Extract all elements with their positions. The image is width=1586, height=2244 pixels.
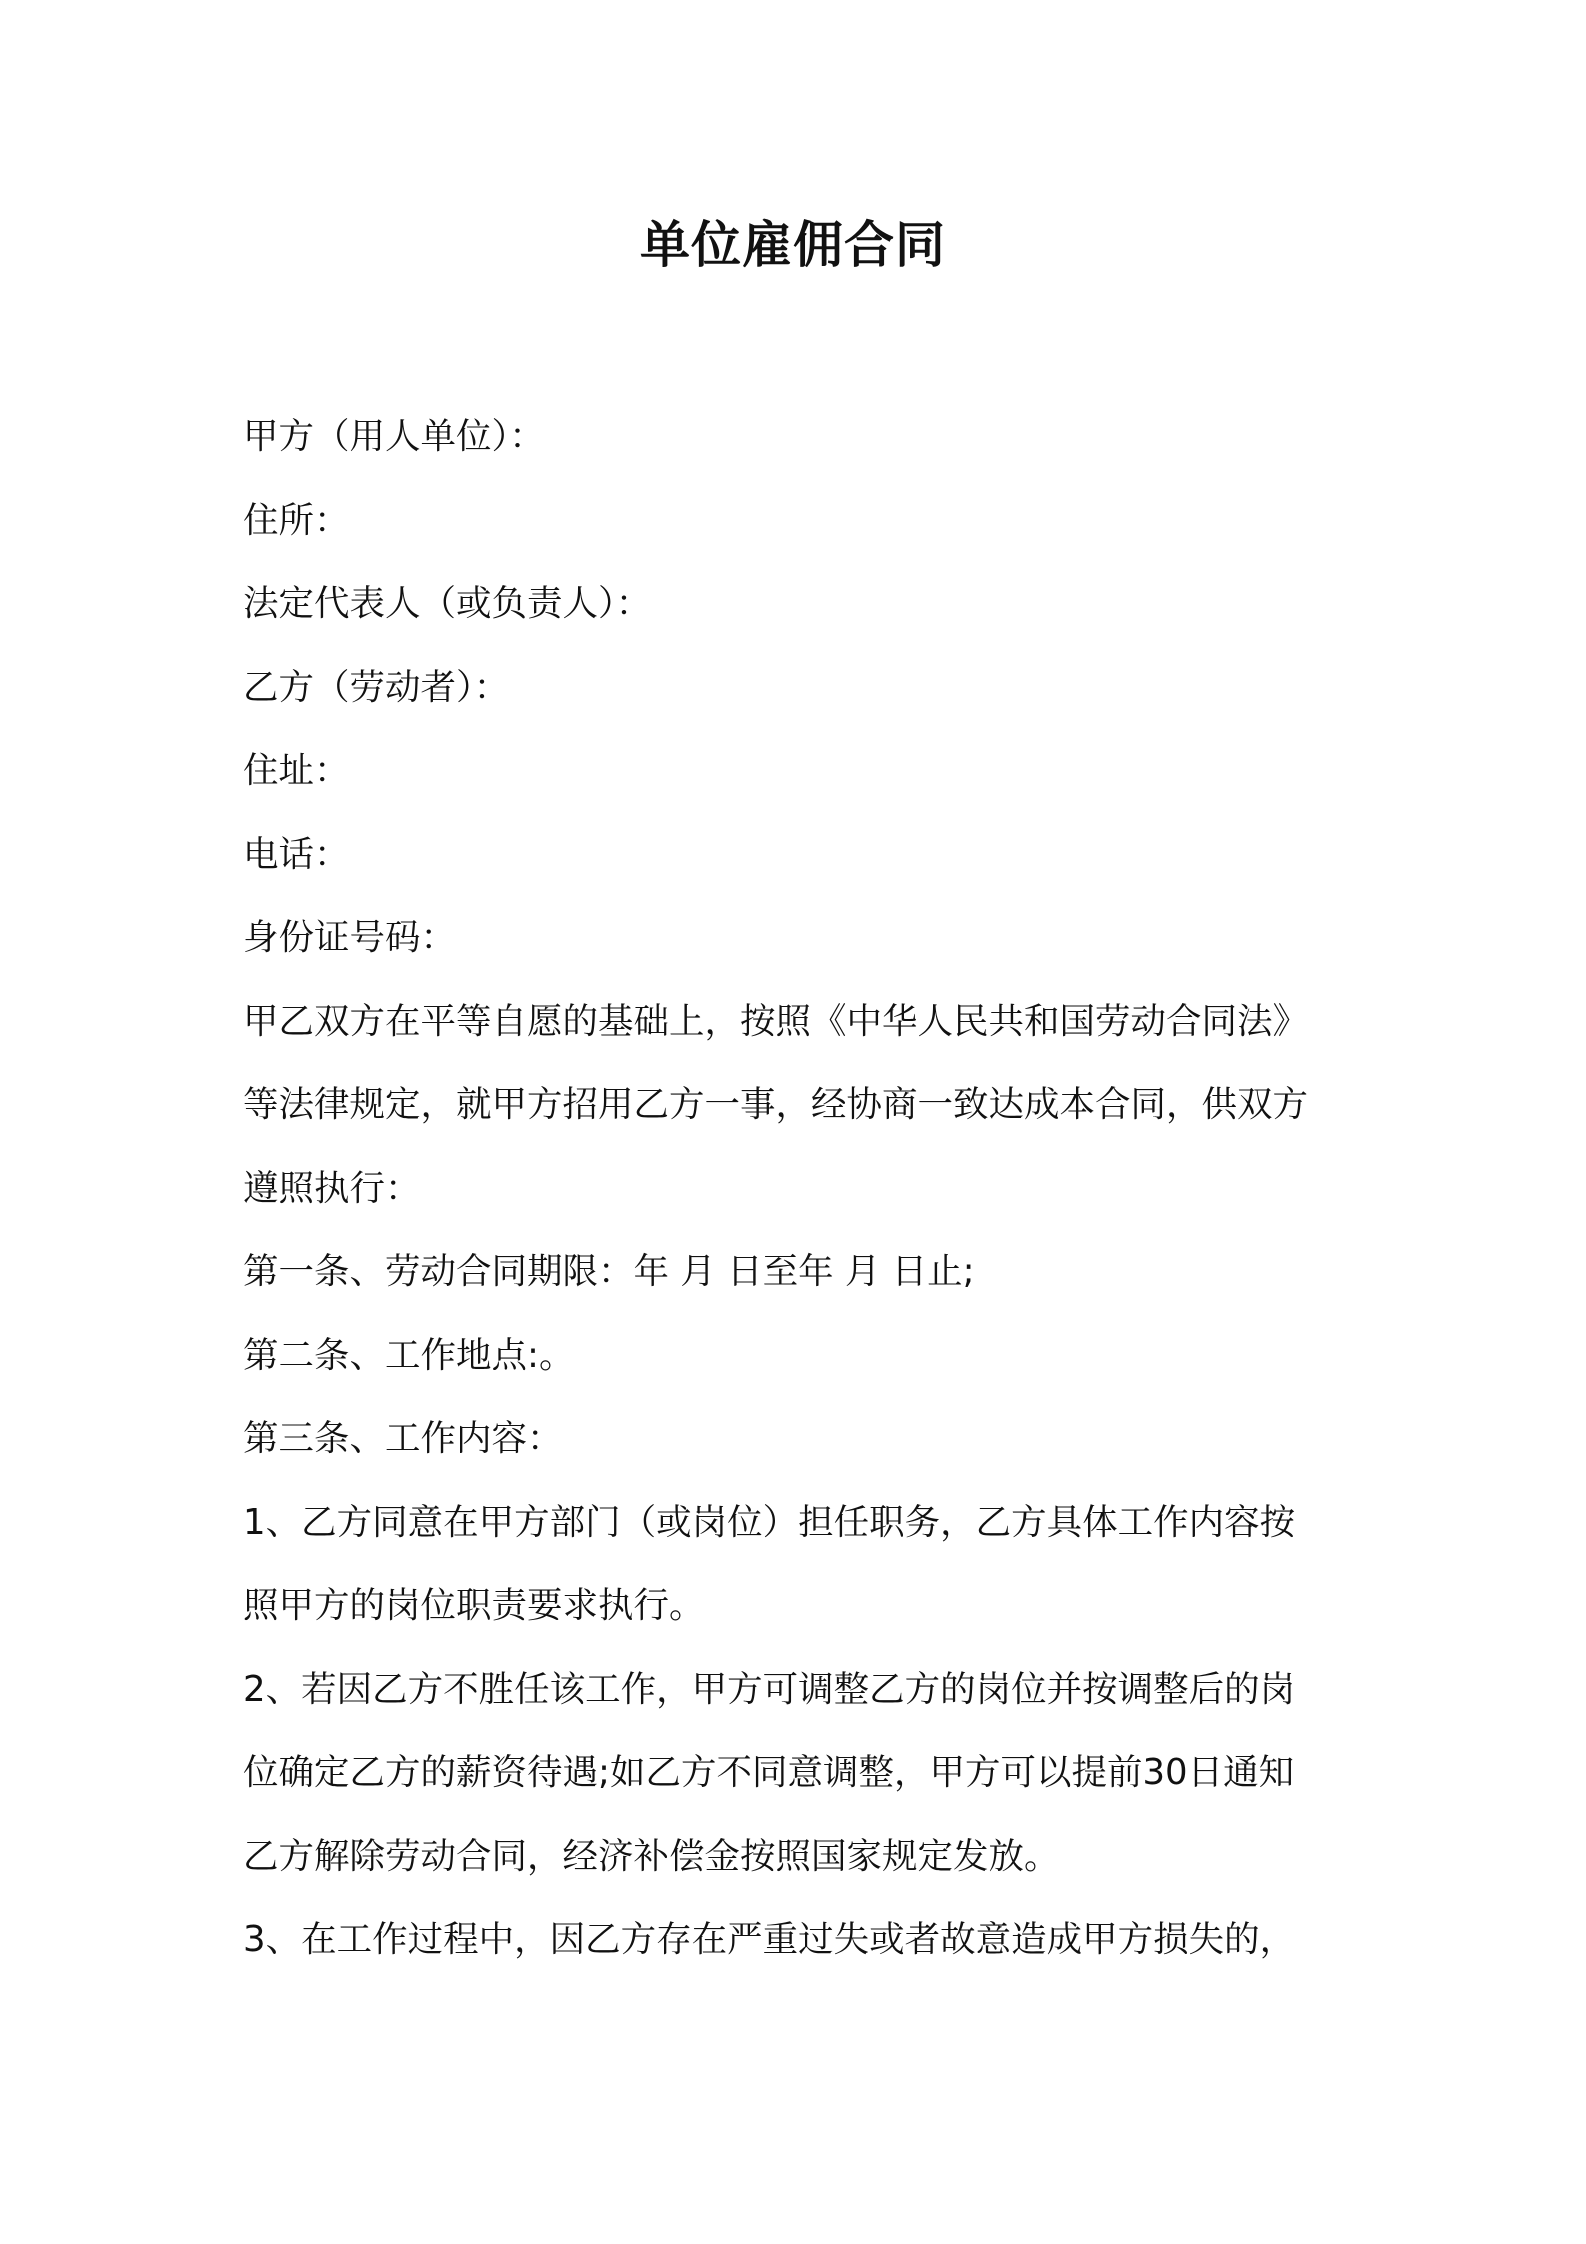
id-number-label: 身份证号码： — [243, 917, 457, 958]
clause-2-line-1: 2、若因乙方不胜任该工作，甲方可调整乙方的岗位并按调整后的岗 — [243, 1669, 1296, 1710]
legal-representative-label: 法定代表人（或负责人）： — [243, 583, 652, 624]
party-a-label: 甲方（用人单位）： — [243, 416, 545, 457]
party-a-address-label: 住所： — [243, 500, 350, 541]
preamble-line-3: 遵照执行： — [243, 1168, 421, 1209]
document-title: 单位雇佣合同 — [640, 216, 946, 274]
clause-2-line-2: 位确定乙方的薪资待遇;如乙方不同意调整，甲方可以提前30日通知 — [243, 1752, 1295, 1793]
preamble-line-2: 等法律规定，就甲方招用乙方一事，经协商一致达成本合同，供双方 — [243, 1084, 1309, 1125]
clause-1-line-1: 1、乙方同意在甲方部门（或岗位）担任职务，乙方具体工作内容按 — [243, 1502, 1296, 1543]
clause-1-line-2: 照甲方的岗位职责要求执行。 — [243, 1585, 705, 1626]
clause-2-line-3: 乙方解除劳动合同，经济补偿金按照国家规定发放。 — [243, 1836, 1060, 1877]
clause-3-line-1: 3、在工作过程中，因乙方存在严重过失或者故意造成甲方损失的， — [243, 1919, 1296, 1960]
article-1: 第一条、劳动合同期限：年 月 日至年 月 日止; — [243, 1251, 975, 1292]
phone-label: 电话： — [243, 834, 350, 875]
party-b-label: 乙方（劳动者）： — [243, 667, 510, 708]
article-2: 第二条、工作地点:。 — [243, 1335, 575, 1376]
article-3-heading: 第三条、工作内容： — [243, 1418, 563, 1459]
preamble-line-1: 甲乙双方在平等自愿的基础上，按照《中华人民共和国劳动合同法》 — [243, 1001, 1309, 1042]
party-b-address-label: 住址： — [243, 750, 350, 791]
